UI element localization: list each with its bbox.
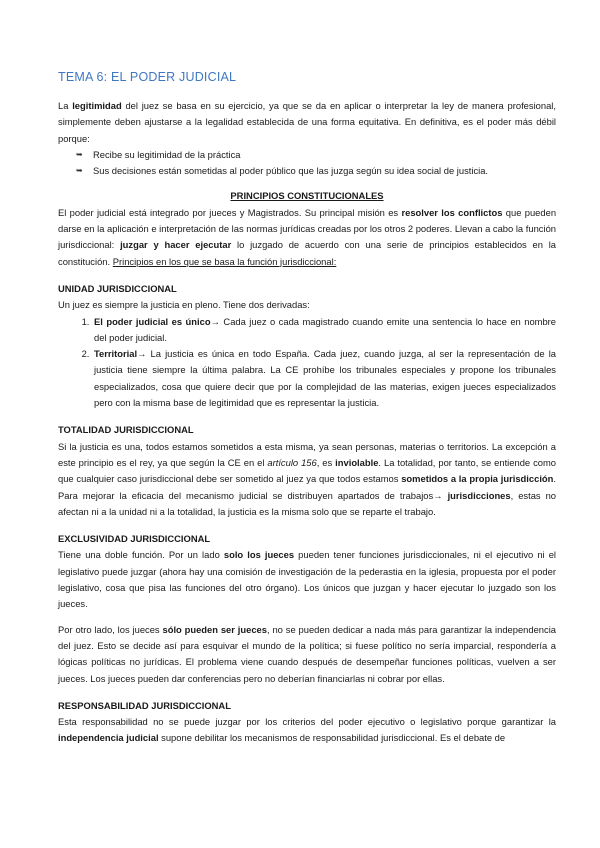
unidad-text: Un juez es siempre la justicia en pleno. Tiene dos derivadas: (58, 299, 310, 311)
exclusividad-paragraph-1 (58, 547, 556, 612)
intro-bullet-list (58, 147, 556, 180)
responsabilidad-heading: RESPONSABILIDAD JURISDICCIONAL (58, 699, 231, 711)
responsabilidad-paragraph (58, 714, 556, 747)
bold-text: resolver los conflictos (401, 206, 503, 218)
text: Esta responsabilidad no se puede juzgar por los criterios del poder ejecutivo o legislativo porque garantizar la (58, 716, 556, 728)
text: . Para mejorar la eficacia del mecanismo judicial se distribuyen apartados de trabajos→ (58, 473, 556, 501)
bold-text: El poder judicial es único (94, 315, 211, 327)
arrow-bullet-icon: ➥ (76, 166, 83, 176)
bold-text: solo los jueces (223, 549, 295, 561)
unidad-section (58, 281, 556, 411)
italic-text: artículo 156 (267, 456, 317, 468)
text: Por otro lado, los jueces (58, 623, 160, 635)
arrow-bullet-icon: ➥ (76, 149, 83, 159)
underlined-text: Principios en los que se basa la función jurisdiccional: (112, 255, 337, 267)
bold-text: juzgar y hacer ejecutar (120, 239, 232, 251)
text: → Cada juez o cada magistrado cuando emite una sentencia lo hace en nombre del poder judicial. (94, 315, 557, 343)
bold-text: sometidos a la propia jurisdicción (401, 473, 554, 485)
intro-text: del juez se basa en su ejercicio, ya que se da en aplicar o interpretar la ley de manera profesional, simplemente deben ajustarse a la legalidad establecida de una forma equitativa. En definitiva, es el poder más débil porque: (58, 100, 556, 144)
bullet-text: Recibe su legitimidad de la práctica (93, 148, 241, 160)
page-title: TEMA 6: EL PODER JUDICIAL (58, 70, 237, 84)
bold-text: inviolable (335, 456, 379, 468)
exclusividad-section (58, 531, 556, 687)
text: pueden tener funciones jurisdiccionales, ni el ejecutivo ni el legislativo puede juzgar (ahora hay una comisión de investigación de la pederastia en la iglesia, propuesta por el poder legislativo, cosa que pisa las funciones del otro órgano). Los únicos que juzgan y hacer ejecutar lo juzgado son los jueces. (58, 549, 557, 610)
intro-paragraph (58, 98, 556, 147)
totalidad-heading: TOTALIDAD JURISDICCIONAL (58, 424, 194, 436)
exclusividad-heading: EXCLUSIVIDAD JURISDICCIONAL (58, 533, 211, 545)
intro-text: La (58, 100, 69, 111)
text: que pueden darse en la aplicación e interpretación de las normas jurídicas creadas por los otros 2 poderes. Llevan a cabo la función jurisdiccional: (58, 206, 557, 251)
bullet-text: Sus decisiones están sometidas al poder público que las juzga según su idea social de justicia. (93, 165, 489, 177)
text: , no se pueden dedicar a nada más para garantizar la independencia del juez. Esto se decide así para esquivar el mundo de la política; si fuese político no sería imparcial, respondería a lógicas políticas no jurídicas. El problema viene cuando después de desempeñar funciones políticas, vuelven a ser jueces. Los jueces pueden dar conferencias pero no deberían financiarlas ni cobrar por ellas. (58, 623, 557, 684)
exclusividad-paragraph-2 (58, 622, 556, 687)
bold-text: Territorial (94, 348, 138, 360)
unidad-heading: UNIDAD JURISDICCIONAL (58, 282, 177, 294)
list-item (76, 163, 556, 179)
text: , es (316, 456, 333, 468)
document-page (58, 70, 556, 747)
responsabilidad-section (58, 698, 556, 747)
text: → La justicia es única en todo España. Cada juez, cuando juzga, al ser la representación de la justicia tiene siempre la última palabra. La CE prohíbe los tribunales especiales y propone los tribunales especializados, cosa que quiere decir que por la complejidad de las materias, exigen jueces especializados pero con la misma base de legitimidad que es representar la justicia. (94, 348, 556, 409)
bold-text: sólo pueden ser jueces (162, 623, 267, 635)
text: El poder judicial está integrado por jueces y Magistrados. Su principal misión es (58, 206, 399, 218)
text: lo juzgado de acuerdo con una serie de principios establecidos en la constitución. (58, 239, 557, 267)
text: Si la justicia es una, todos estamos sometidos a esta misma, ya sean personas, materias o territorios. La excepción a este principio es el rey, ya que según la CE en el (58, 440, 556, 468)
bold-text: jurisdicciones (447, 489, 511, 501)
text: . La totalidad, por tanto, se entiende como que cualquier caso jurisdiccional debe ser sometido al juez ya que todos estamos (58, 456, 557, 485)
intro-bold: legitimidad (72, 100, 122, 111)
bold-text: independencia judicial (58, 732, 159, 744)
principios-paragraph (58, 205, 556, 270)
text: supone debilitar los mecanismos de responsabilidad jurisdiccional. Es el debate de (161, 732, 506, 744)
totalidad-paragraph (58, 439, 556, 520)
totalidad-section (58, 422, 556, 520)
list-item (76, 147, 556, 163)
text: , estas no afectan ni a la unidad ni a la totalidad, la justicia es la misma solo que se reparte el trabajo. (58, 489, 556, 517)
list-item (92, 314, 556, 347)
list-item (92, 346, 556, 411)
principios-heading: PRINCIPIOS CONSTITUCIONALES (230, 190, 384, 202)
unidad-list (58, 314, 556, 412)
text: Tiene una doble función. Por un lado (58, 549, 220, 561)
